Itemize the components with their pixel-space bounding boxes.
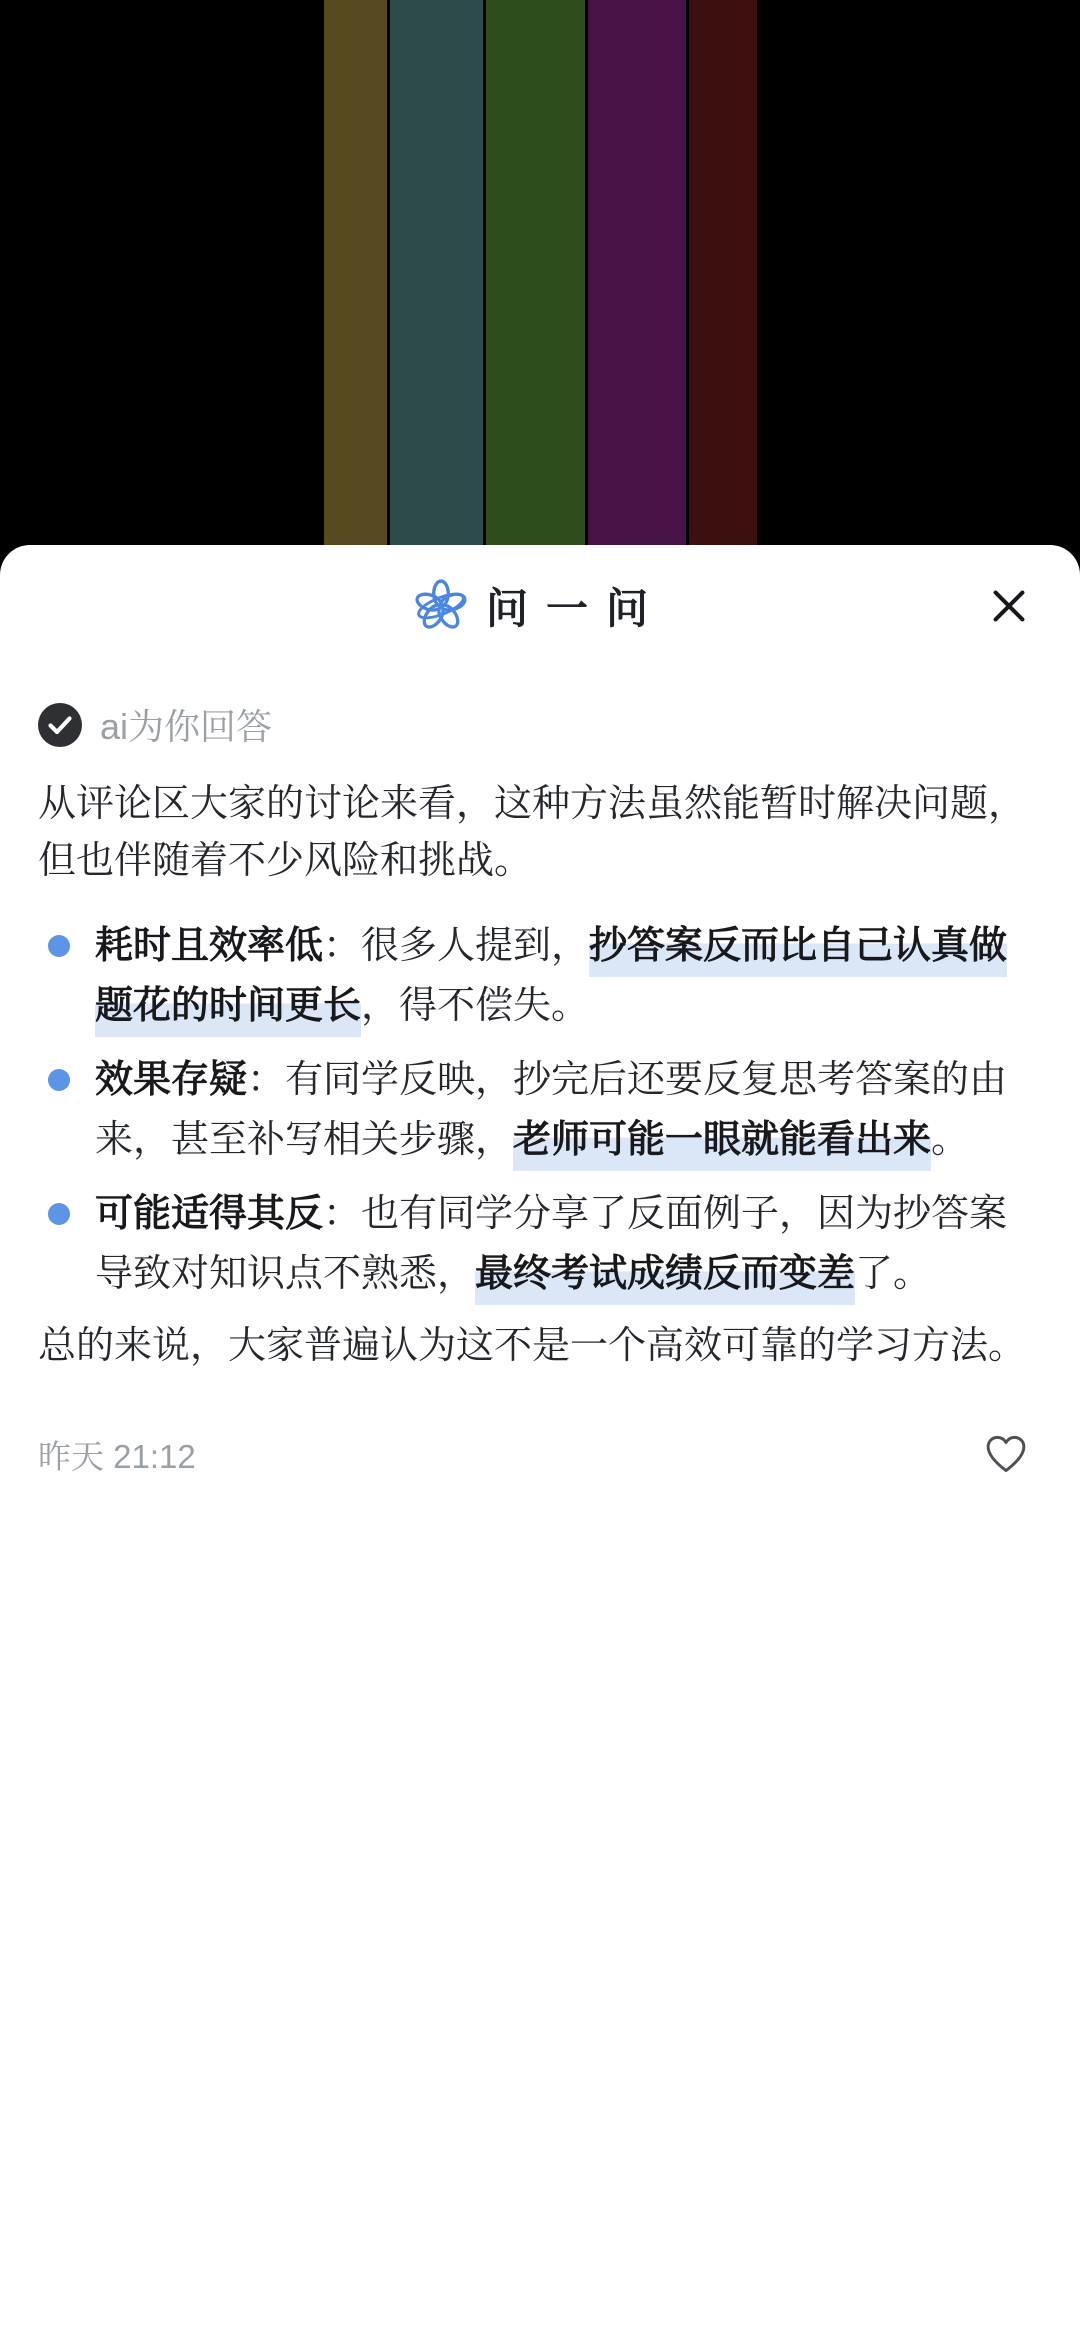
bullet-text-segment: 效果存疑 [95,1059,248,1101]
close-icon [986,583,1032,629]
bullet-text-segment: 可能适得其反 [95,1193,324,1235]
heart-icon [984,1433,1028,1477]
intro-paragraph: 从评论区大家的讨论来看，这种方法虽然能暂时解决问题，但也伴随着不少风险和挑战。 [38,783,1027,882]
bullet-text-segment: ：也有同学分享了反面例子，因为抄答案导致对知识点不熟悉， [95,1193,1008,1295]
bullet-text-segment: 老师可能一眼就能看出来 [513,1119,931,1171]
answer-status [38,699,1042,750]
bullet-text-segment: 。 [931,1119,970,1161]
bullet-text-segment: ，得不偿失。 [361,985,590,1027]
sheet-header [38,545,1042,667]
bullet-text-segment: ：很多人提到， [323,925,590,967]
bullet-text-segment: 最终考试成绩反而变差 [475,1253,855,1305]
backdrop-stripe [390,0,483,580]
bullet-text-segment: 了。 [855,1253,932,1295]
backdrop-stripe [324,0,387,580]
ask-bottom-sheet [0,545,1080,2352]
bullet-dot-icon [48,1069,70,1091]
bullet-item [38,1050,1042,1170]
bullet-list [38,916,1042,1304]
ai-sparkle-icon [414,579,468,633]
bullet-item [38,916,1042,1036]
bullet-text-segment: 耗时且效率低 [95,925,324,967]
timestamp: 昨天 21:12 [38,1438,196,1475]
conclusion-paragraph: 总的来说，大家普遍认为这不是一个高效可靠的学习方法。 [38,1325,1027,1367]
background-media[interactable] [0,0,1080,580]
bullet-dot-icon [48,935,70,957]
backdrop-stripe [588,0,686,580]
bullet-text-segment: ：有同学反映，抄完后还要反复思考答案的由来，甚至补写相关步骤， [95,1059,1008,1161]
check-circle-icon [38,703,82,747]
sheet-title: 问一问 [485,585,666,632]
answer-status-label: ai为你回答 [100,706,273,747]
close-button[interactable] [984,581,1034,631]
sheet-footer [38,1431,1042,1478]
like-button[interactable] [984,1433,1028,1477]
backdrop-stripe [486,0,585,580]
bullet-dot-icon [48,1203,70,1225]
backdrop-stripe [689,0,757,580]
bullet-item [38,1184,1042,1304]
bullet-text-segment: 抄答案反而比自己认真做题花的时间更长 [95,925,1007,1037]
